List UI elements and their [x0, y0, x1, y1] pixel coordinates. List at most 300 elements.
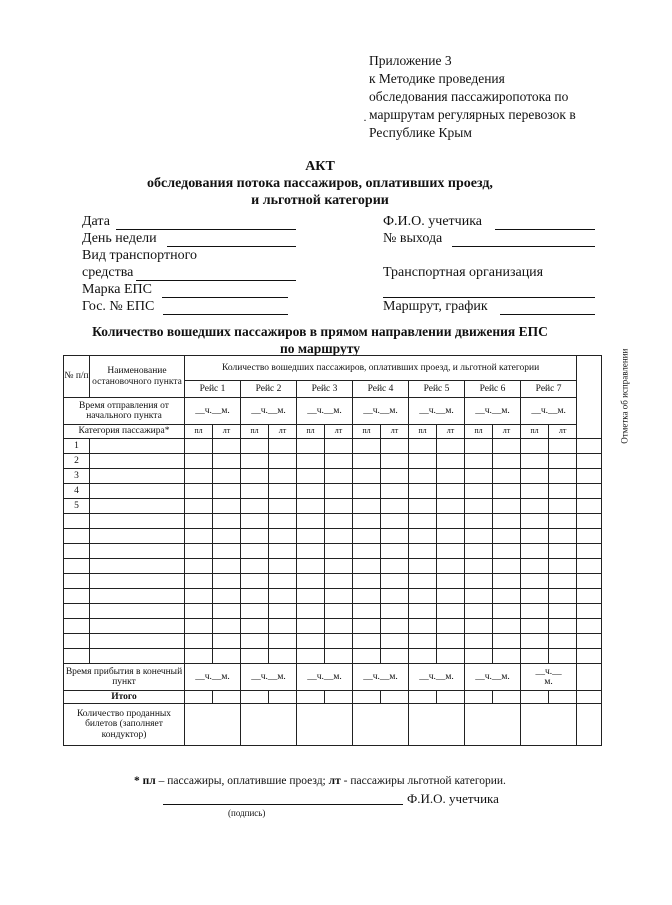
- tickets-sold-cell[interactable]: [185, 704, 241, 746]
- count-cell[interactable]: [297, 544, 325, 559]
- count-cell[interactable]: [465, 454, 493, 469]
- count-cell[interactable]: [185, 619, 213, 634]
- count-cell[interactable]: [549, 604, 577, 619]
- signature-name-label: Ф.И.О. учетчика: [407, 791, 499, 806]
- count-cell[interactable]: [493, 454, 521, 469]
- count-cell[interactable]: [409, 514, 437, 529]
- count-cell[interactable]: [409, 559, 437, 574]
- count-cell[interactable]: [325, 574, 353, 589]
- tickets-sold-cell[interactable]: [353, 704, 409, 746]
- count-cell[interactable]: [353, 649, 381, 664]
- total-cell[interactable]: [353, 691, 381, 704]
- count-cell[interactable]: [353, 454, 381, 469]
- total-cell[interactable]: [241, 691, 269, 704]
- tickets-sold-cell[interactable]: [465, 704, 521, 746]
- count-cell[interactable]: [549, 439, 577, 454]
- departure-time-cell[interactable]: __ч.__м.: [297, 398, 353, 425]
- count-cell[interactable]: [269, 499, 297, 514]
- count-cell[interactable]: [409, 619, 437, 634]
- count-cell[interactable]: [297, 454, 325, 469]
- count-cell[interactable]: [549, 634, 577, 649]
- count-cell[interactable]: [269, 589, 297, 604]
- count-cell[interactable]: [437, 649, 465, 664]
- stop-name-cell[interactable]: [90, 619, 185, 634]
- count-cell[interactable]: [521, 544, 549, 559]
- count-cell[interactable]: [465, 499, 493, 514]
- count-cell[interactable]: [325, 589, 353, 604]
- tickets-sold-cell[interactable]: [409, 704, 465, 746]
- count-cell[interactable]: [521, 604, 549, 619]
- stop-name-cell[interactable]: [90, 454, 185, 469]
- note-cell[interactable]: [577, 544, 602, 559]
- count-cell[interactable]: [549, 619, 577, 634]
- note-cell[interactable]: [577, 469, 602, 484]
- count-cell[interactable]: [437, 619, 465, 634]
- count-cell[interactable]: [213, 439, 241, 454]
- count-cell[interactable]: [437, 529, 465, 544]
- count-cell[interactable]: [241, 439, 269, 454]
- stop-name-cell[interactable]: [90, 604, 185, 619]
- appendix-line: к Методике проведения: [369, 71, 505, 86]
- count-cell[interactable]: [437, 589, 465, 604]
- count-cell[interactable]: [213, 484, 241, 499]
- count-cell[interactable]: [185, 514, 213, 529]
- count-cell[interactable]: [325, 634, 353, 649]
- count-cell[interactable]: [353, 619, 381, 634]
- count-cell[interactable]: [381, 439, 409, 454]
- total-cell[interactable]: [325, 691, 353, 704]
- count-cell[interactable]: [437, 559, 465, 574]
- note-cell[interactable]: [577, 704, 602, 746]
- count-cell[interactable]: [549, 454, 577, 469]
- count-cell[interactable]: [549, 529, 577, 544]
- count-cell[interactable]: [241, 589, 269, 604]
- count-cell[interactable]: [297, 514, 325, 529]
- count-cell[interactable]: [493, 574, 521, 589]
- stop-name-cell[interactable]: [90, 634, 185, 649]
- arrival-time-cell[interactable]: __ч.__м.: [409, 664, 465, 691]
- count-cell[interactable]: [493, 514, 521, 529]
- count-cell[interactable]: [213, 574, 241, 589]
- note-cell[interactable]: [577, 559, 602, 574]
- count-cell[interactable]: [185, 544, 213, 559]
- arrival-time-cell[interactable]: __ч.__м.: [241, 664, 297, 691]
- count-cell[interactable]: [241, 649, 269, 664]
- count-cell[interactable]: [185, 589, 213, 604]
- count-cell[interactable]: [409, 499, 437, 514]
- count-cell[interactable]: [185, 454, 213, 469]
- count-cell[interactable]: [269, 619, 297, 634]
- stop-name-cell[interactable]: [90, 499, 185, 514]
- stop-name-cell[interactable]: [90, 649, 185, 664]
- count-cell[interactable]: [409, 529, 437, 544]
- count-cell[interactable]: [465, 619, 493, 634]
- count-cell[interactable]: [269, 559, 297, 574]
- count-cell[interactable]: [381, 529, 409, 544]
- count-cell[interactable]: [381, 589, 409, 604]
- count-cell[interactable]: [185, 604, 213, 619]
- count-cell[interactable]: [353, 634, 381, 649]
- count-cell[interactable]: [409, 604, 437, 619]
- count-cell[interactable]: [325, 499, 353, 514]
- count-cell[interactable]: [381, 619, 409, 634]
- count-cell[interactable]: [353, 499, 381, 514]
- count-cell[interactable]: [353, 574, 381, 589]
- count-cell[interactable]: [381, 499, 409, 514]
- departure-time-cell[interactable]: __ч.__м.: [353, 398, 409, 425]
- stop-name-cell[interactable]: [90, 484, 185, 499]
- count-cell[interactable]: [465, 529, 493, 544]
- count-cell[interactable]: [213, 454, 241, 469]
- count-cell[interactable]: [213, 649, 241, 664]
- count-cell[interactable]: [521, 589, 549, 604]
- count-cell[interactable]: [297, 649, 325, 664]
- count-cell[interactable]: [549, 574, 577, 589]
- transport-org-field[interactable]: [383, 297, 595, 298]
- note-cell[interactable]: [577, 514, 602, 529]
- count-cell[interactable]: [437, 634, 465, 649]
- arrival-time-cell[interactable]: __ч.__м.: [297, 664, 353, 691]
- count-cell[interactable]: [493, 589, 521, 604]
- signature-field[interactable]: [163, 804, 403, 805]
- stop-name-cell[interactable]: [90, 529, 185, 544]
- brand-label: Марка ЕПС: [82, 282, 152, 297]
- count-cell[interactable]: [297, 439, 325, 454]
- count-cell[interactable]: [381, 574, 409, 589]
- header-trip-2: Рейс 2: [241, 381, 297, 398]
- count-cell[interactable]: [381, 514, 409, 529]
- note-cell[interactable]: [577, 619, 602, 634]
- note-cell[interactable]: [577, 529, 602, 544]
- note-cell[interactable]: [577, 604, 602, 619]
- row-number: [64, 559, 90, 574]
- row-number: [64, 514, 90, 529]
- count-cell[interactable]: [437, 439, 465, 454]
- count-cell[interactable]: [409, 574, 437, 589]
- departure-time-cell[interactable]: __ч.__м.: [409, 398, 465, 425]
- count-cell[interactable]: [297, 574, 325, 589]
- count-cell[interactable]: [437, 454, 465, 469]
- gov-number-field[interactable]: [163, 314, 288, 315]
- tickets-sold-cell[interactable]: [241, 704, 297, 746]
- table-row: [64, 544, 602, 559]
- count-cell[interactable]: [437, 544, 465, 559]
- count-cell[interactable]: [465, 634, 493, 649]
- count-cell[interactable]: [409, 649, 437, 664]
- arrival-time-cell-last[interactable]: [521, 664, 577, 691]
- total-cell[interactable]: [409, 691, 437, 704]
- total-cell[interactable]: [297, 691, 325, 704]
- count-cell[interactable]: [521, 469, 549, 484]
- count-cell[interactable]: [381, 559, 409, 574]
- count-cell[interactable]: [241, 529, 269, 544]
- count-cell[interactable]: [297, 559, 325, 574]
- count-cell[interactable]: [493, 559, 521, 574]
- count-cell[interactable]: [241, 484, 269, 499]
- count-cell[interactable]: [325, 604, 353, 619]
- count-cell[interactable]: [213, 544, 241, 559]
- count-cell[interactable]: [241, 454, 269, 469]
- tickets-sold-cell[interactable]: [297, 704, 353, 746]
- count-cell[interactable]: [437, 499, 465, 514]
- count-cell[interactable]: [213, 559, 241, 574]
- count-cell[interactable]: [549, 484, 577, 499]
- count-cell[interactable]: [297, 634, 325, 649]
- count-cell[interactable]: [521, 649, 549, 664]
- count-cell[interactable]: [269, 604, 297, 619]
- count-cell[interactable]: [353, 439, 381, 454]
- count-cell[interactable]: [409, 544, 437, 559]
- note-cell[interactable]: [577, 664, 602, 691]
- row-number: [64, 589, 90, 604]
- count-cell[interactable]: [241, 619, 269, 634]
- count-cell[interactable]: [297, 619, 325, 634]
- count-cell[interactable]: [213, 499, 241, 514]
- count-cell[interactable]: [297, 604, 325, 619]
- count-cell[interactable]: [437, 484, 465, 499]
- total-cell[interactable]: [549, 691, 577, 704]
- count-cell[interactable]: [493, 499, 521, 514]
- stop-name-cell[interactable]: [90, 469, 185, 484]
- count-cell[interactable]: [269, 514, 297, 529]
- count-cell[interactable]: [353, 559, 381, 574]
- count-cell[interactable]: [493, 619, 521, 634]
- arrival-time-cell[interactable]: __ч.__м.: [465, 664, 521, 691]
- count-cell[interactable]: [325, 484, 353, 499]
- doc-title: АКТ: [305, 159, 335, 174]
- count-cell[interactable]: [521, 619, 549, 634]
- route-field[interactable]: [500, 314, 595, 315]
- count-cell[interactable]: [325, 649, 353, 664]
- note-cell[interactable]: [577, 439, 602, 454]
- count-cell[interactable]: [213, 469, 241, 484]
- count-cell[interactable]: [549, 499, 577, 514]
- departure-time-cell[interactable]: __ч.__м.: [465, 398, 521, 425]
- note-cell[interactable]: [577, 649, 602, 664]
- total-cell[interactable]: [465, 691, 493, 704]
- count-cell[interactable]: [213, 604, 241, 619]
- note-cell[interactable]: [577, 454, 602, 469]
- count-cell[interactable]: [353, 514, 381, 529]
- count-cell[interactable]: [185, 559, 213, 574]
- arrival-time-cell[interactable]: __ч.__м.: [353, 664, 409, 691]
- count-cell[interactable]: [521, 499, 549, 514]
- count-cell[interactable]: [493, 469, 521, 484]
- vehicle-type-field[interactable]: [136, 280, 296, 281]
- count-cell[interactable]: [269, 454, 297, 469]
- count-cell[interactable]: [381, 634, 409, 649]
- count-cell[interactable]: [269, 544, 297, 559]
- header-trip-3: Рейс 3: [297, 381, 353, 398]
- count-cell[interactable]: [353, 589, 381, 604]
- count-cell[interactable]: [381, 604, 409, 619]
- count-cell[interactable]: [297, 499, 325, 514]
- count-cell[interactable]: [465, 469, 493, 484]
- departure-time-cell[interactable]: __ч.__м.: [185, 398, 241, 425]
- count-cell[interactable]: [325, 619, 353, 634]
- stop-name-cell[interactable]: [90, 574, 185, 589]
- exit-number-field[interactable]: [452, 246, 595, 247]
- count-cell[interactable]: [549, 469, 577, 484]
- count-cell[interactable]: [549, 649, 577, 664]
- count-cell[interactable]: [353, 469, 381, 484]
- count-cell[interactable]: [521, 454, 549, 469]
- count-cell[interactable]: [241, 604, 269, 619]
- count-cell[interactable]: [269, 574, 297, 589]
- count-cell[interactable]: [549, 514, 577, 529]
- count-cell[interactable]: [465, 589, 493, 604]
- count-cell[interactable]: [241, 499, 269, 514]
- count-cell[interactable]: [325, 529, 353, 544]
- count-cell[interactable]: [549, 559, 577, 574]
- count-cell[interactable]: [325, 439, 353, 454]
- departure-time-cell[interactable]: __ч.__м.: [241, 398, 297, 425]
- count-cell[interactable]: [409, 484, 437, 499]
- count-cell[interactable]: [241, 544, 269, 559]
- count-cell[interactable]: [521, 559, 549, 574]
- stop-name-cell[interactable]: [90, 544, 185, 559]
- count-cell[interactable]: [241, 574, 269, 589]
- count-cell[interactable]: [185, 469, 213, 484]
- count-cell[interactable]: [437, 514, 465, 529]
- count-cell[interactable]: [465, 439, 493, 454]
- count-cell[interactable]: [381, 454, 409, 469]
- count-cell[interactable]: [493, 649, 521, 664]
- count-cell[interactable]: [185, 529, 213, 544]
- count-cell[interactable]: [381, 484, 409, 499]
- count-cell[interactable]: [493, 634, 521, 649]
- count-cell[interactable]: [185, 484, 213, 499]
- count-cell[interactable]: [381, 469, 409, 484]
- count-cell[interactable]: [213, 589, 241, 604]
- count-cell[interactable]: [521, 574, 549, 589]
- count-cell[interactable]: [521, 529, 549, 544]
- tickets-sold-cell[interactable]: [521, 704, 577, 746]
- count-cell[interactable]: [269, 439, 297, 454]
- total-cell[interactable]: [521, 691, 549, 704]
- count-cell[interactable]: [465, 544, 493, 559]
- note-cell[interactable]: [577, 589, 602, 604]
- count-cell[interactable]: [549, 544, 577, 559]
- count-cell[interactable]: [465, 604, 493, 619]
- table-row: [64, 649, 602, 664]
- total-cell[interactable]: [437, 691, 465, 704]
- count-cell[interactable]: [521, 439, 549, 454]
- total-cell[interactable]: [213, 691, 241, 704]
- count-cell[interactable]: [325, 514, 353, 529]
- count-cell[interactable]: [409, 439, 437, 454]
- footnote-pl: пл: [142, 775, 156, 787]
- count-cell[interactable]: [353, 544, 381, 559]
- note-cell[interactable]: [577, 484, 602, 499]
- count-cell[interactable]: [297, 469, 325, 484]
- count-cell[interactable]: [185, 499, 213, 514]
- weekday-field[interactable]: [167, 246, 296, 247]
- count-cell[interactable]: [269, 484, 297, 499]
- count-cell[interactable]: [213, 514, 241, 529]
- count-cell[interactable]: [409, 589, 437, 604]
- arrival-time-cell[interactable]: __ч.__м.: [185, 664, 241, 691]
- date-field[interactable]: [116, 229, 296, 230]
- count-cell[interactable]: [213, 619, 241, 634]
- count-cell[interactable]: [269, 634, 297, 649]
- count-cell[interactable]: [493, 484, 521, 499]
- count-cell[interactable]: [241, 634, 269, 649]
- count-cell[interactable]: [381, 649, 409, 664]
- count-cell[interactable]: [437, 604, 465, 619]
- count-cell[interactable]: [521, 484, 549, 499]
- count-cell[interactable]: [549, 589, 577, 604]
- count-cell[interactable]: [521, 634, 549, 649]
- count-cell[interactable]: [213, 634, 241, 649]
- count-cell[interactable]: [185, 634, 213, 649]
- count-cell[interactable]: [241, 514, 269, 529]
- note-cell[interactable]: [577, 691, 602, 704]
- count-cell[interactable]: [437, 574, 465, 589]
- count-cell[interactable]: [465, 649, 493, 664]
- total-cell[interactable]: [269, 691, 297, 704]
- note-cell[interactable]: [577, 634, 602, 649]
- count-cell[interactable]: [465, 514, 493, 529]
- count-cell[interactable]: [325, 559, 353, 574]
- count-cell[interactable]: [493, 529, 521, 544]
- count-cell[interactable]: [325, 454, 353, 469]
- count-cell[interactable]: [521, 514, 549, 529]
- count-cell[interactable]: [269, 529, 297, 544]
- departure-time-cell[interactable]: __ч.__м.: [521, 398, 577, 425]
- count-cell[interactable]: [437, 469, 465, 484]
- count-cell[interactable]: [297, 589, 325, 604]
- count-cell[interactable]: [297, 484, 325, 499]
- brand-field[interactable]: [162, 297, 288, 298]
- count-cell[interactable]: [409, 469, 437, 484]
- count-cell[interactable]: [241, 559, 269, 574]
- count-cell[interactable]: [185, 439, 213, 454]
- stop-name-cell[interactable]: [90, 439, 185, 454]
- count-cell[interactable]: [493, 604, 521, 619]
- count-cell[interactable]: [409, 634, 437, 649]
- count-cell[interactable]: [325, 544, 353, 559]
- stop-name-cell[interactable]: [90, 514, 185, 529]
- count-cell[interactable]: [353, 529, 381, 544]
- count-cell[interactable]: [493, 439, 521, 454]
- count-cell[interactable]: [297, 529, 325, 544]
- total-cell[interactable]: [185, 691, 213, 704]
- stop-name-cell[interactable]: [90, 559, 185, 574]
- count-cell[interactable]: [465, 559, 493, 574]
- count-cell[interactable]: [185, 574, 213, 589]
- count-cell[interactable]: [241, 469, 269, 484]
- count-cell[interactable]: [381, 544, 409, 559]
- count-cell[interactable]: [325, 469, 353, 484]
- count-cell[interactable]: [493, 544, 521, 559]
- counter-name-field[interactable]: [495, 229, 595, 230]
- note-cell[interactable]: [577, 499, 602, 514]
- count-cell[interactable]: [185, 649, 213, 664]
- count-cell[interactable]: [269, 469, 297, 484]
- note-cell[interactable]: [577, 574, 602, 589]
- stop-name-cell[interactable]: [90, 589, 185, 604]
- count-cell[interactable]: [269, 649, 297, 664]
- count-cell[interactable]: [465, 574, 493, 589]
- count-cell[interactable]: [409, 454, 437, 469]
- count-cell[interactable]: [353, 604, 381, 619]
- total-cell[interactable]: [381, 691, 409, 704]
- count-cell[interactable]: [465, 484, 493, 499]
- count-cell[interactable]: [213, 529, 241, 544]
- total-cell[interactable]: [493, 691, 521, 704]
- count-cell[interactable]: [353, 484, 381, 499]
